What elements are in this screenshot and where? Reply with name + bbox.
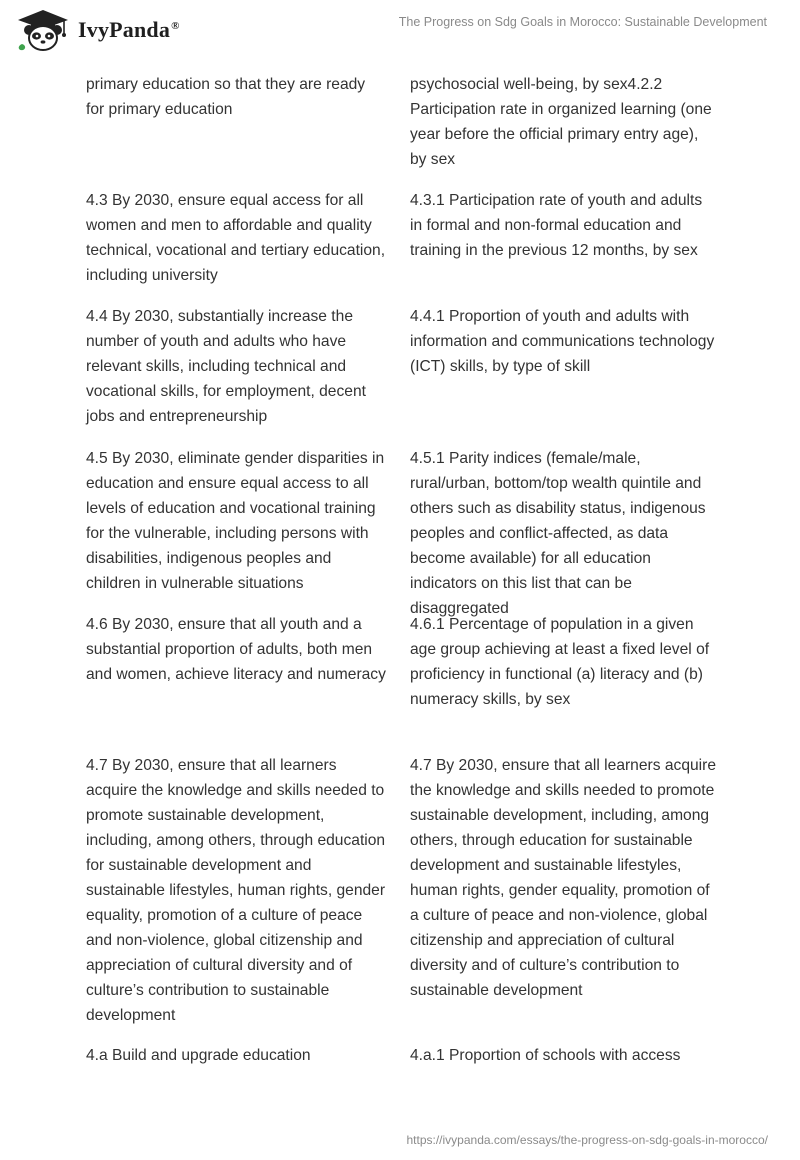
indicator-cell: 4.5.1 Parity indices (female/male, rural/urban, bottom/top wealth quintile and others such as disability status, indigenous peoples and conflict-affected, as data become available) for all education indicators on this list that can be disaggregated bbox=[410, 450, 706, 617]
panda-graduate-icon bbox=[14, 8, 72, 52]
target-cell: 4.5 By 2030, eliminate gender disparities in education and ensure equal access to all levels of education and vocational training for the vulnerable, including persons with disabilities, indigenous peoples and children in vulnerable situations bbox=[86, 450, 385, 592]
target-cell: 4.6 By 2030, ensure that all youth and a substantial proportion of adults, both men and women, achieve literacy and numeracy bbox=[86, 616, 386, 683]
target-cell: primary education so that they are ready for primary education bbox=[86, 76, 366, 118]
indicator-cell: 4.a.1 Proportion of schools with access bbox=[410, 1047, 681, 1064]
table-row bbox=[86, 72, 716, 188]
page-header bbox=[0, 0, 800, 60]
target-cell: 4.4 By 2030, substantially increase the number of youth and adults who have relevant skills, including technical and vocational skills, for employment, decent jobs and entrepreneurship bbox=[86, 308, 366, 425]
indicator-cell: 4.6.1 Percentage of population in a given age group achieving at least a fixed level of proficiency in functional (a) literacy and (b) numeracy skills, by sex bbox=[410, 616, 710, 708]
indicator-cell: 4.3.1 Participation rate of youth and adults in formal and non-formal education and training in the previous 12 months, by sex bbox=[410, 192, 703, 259]
sdg-targets-table bbox=[86, 72, 716, 1083]
table-row bbox=[86, 446, 716, 617]
target-cell: 4.7 By 2030, ensure that all learners acquire the knowledge and skills needed to promote sustainable development, including, among others, through education for sustainable development and sustainable lifestyles, human rights, gender equality, promotion of a culture of peace and non-violence, global citizenship and appreciation of cultural diversity and of culture’s contribution to sustainable development bbox=[86, 757, 386, 1024]
brand-name: IvyPanda® bbox=[78, 17, 180, 42]
table-row bbox=[86, 612, 716, 753]
target-cell: 4.3 By 2030, ensure equal access for all women and men to affordable and quality technical, vocational and tertiary education, including university bbox=[86, 192, 386, 284]
source-url[interactable]: https://ivypanda.com/essays/the-progress-on-sdg-goals-in-morocco/ bbox=[406, 1133, 768, 1147]
target-cell: 4.a Build and upgrade education bbox=[86, 1047, 311, 1064]
indicator-cell: 4.7 By 2030, ensure that all learners acquire the knowledge and skills needed to promote sustainable development, including, among others, through education for sustainable development and sustainable lifestyles, human rights, gender equality, promotion of a culture of peace and non-violence, global citizenship and appreciation of cultural diversity and of culture’s contribution to sustainable development bbox=[410, 757, 716, 999]
indicator-cell: 4.4.1 Proportion of youth and adults with information and communications technology (ICT) skills, by type of skill bbox=[410, 308, 715, 375]
table-row bbox=[86, 304, 716, 446]
indicator-cell: psychosocial well-being, by sex4.2.2 Participation rate in organized learning (one year before the official primary entry age), by sex bbox=[410, 76, 712, 168]
table-row bbox=[86, 1043, 716, 1083]
table-row bbox=[86, 753, 716, 1043]
ivypanda-logo[interactable] bbox=[14, 8, 180, 52]
table-row bbox=[86, 188, 716, 304]
document-title: The Progress on Sdg Goals in Morocco: Sustainable Development bbox=[398, 15, 767, 29]
